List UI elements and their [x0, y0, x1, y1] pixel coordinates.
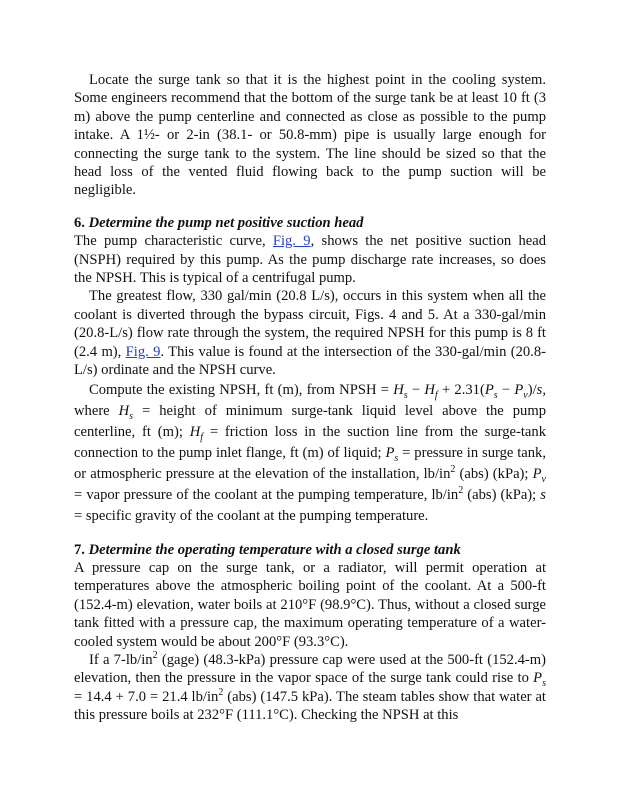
sub-f: f: [200, 431, 204, 443]
text-run: −: [497, 381, 515, 398]
text-run: (abs) (kPa);: [463, 486, 541, 503]
var-s: s: [540, 486, 546, 503]
text-run: = specific gravity of the coolant at the pumping temperature.: [74, 507, 429, 524]
sub-s: s: [542, 678, 546, 690]
section-6-number: 6.: [74, 214, 85, 231]
var-s: s: [536, 381, 543, 398]
document-page: [74, 71, 546, 725]
paragraph-pressure-cap-calc: [74, 651, 546, 725]
text-run: = vapor pressure of the coolant at the pumping temperature, lb/in: [74, 486, 459, 503]
text-run: (gage) (48.3-kPa) pressure cap were used at the 500-ft (152.4-m) elevation, then the pressure in the vapor space of the surge tank could rise to: [74, 651, 546, 687]
superscript-2: 2: [218, 686, 224, 698]
sub-s: s: [493, 389, 498, 401]
var-P: P: [514, 381, 524, 398]
sub-s: s: [129, 410, 134, 422]
superscript-2: 2: [450, 463, 456, 475]
sub-f: f: [434, 389, 438, 401]
text-run: −: [407, 381, 425, 398]
text-run: (abs) (kPa);: [455, 465, 533, 482]
section-7-title: Determine the operating temperature with a closed surge tank: [88, 541, 461, 558]
text-run: + 2.31(: [437, 381, 485, 398]
var-P: P: [533, 670, 543, 687]
section-7-number: 7.: [74, 541, 85, 558]
var-H: H: [118, 402, 130, 419]
text-run: , where: [74, 381, 546, 419]
text-run: = pressure in surge tank, or atmospheric pressure at the elevation of the installation, lb/in: [74, 444, 547, 482]
fig-9-link[interactable]: Fig. 9: [125, 343, 161, 360]
sub-v: v: [523, 389, 528, 401]
text-run: The greatest flow, 330 gal/min (20.8 L/s), occurs in this system when all the coolant is diverted through the bypass circuit, Figs. 4 and 5. At a 330-gal/min (20.8-L/s) flow rate through the system, the required NPSH for this pump is 8 ft (2.4 m),: [74, 288, 546, 360]
paragraph-surge-tank-location: Locate the surge tank so that it is the highest point in the cooling system. Some engineers recommend that the bottom of the surge tank be at least 10 ft (3 m) above the pump centerline and connected as close as possible to the pump intake. A 1½- or 2-in (38.1- or 50.8-mm) pipe is usually large enough for connecting the surge tank to the system. The line should be sized so that the head loss of the vented fluid flowing back to the pump suction will be negligible.: [74, 72, 546, 199]
var-P: P: [532, 465, 542, 482]
text-run: = height of minimum surge-tank liquid level above the pump centerline, ft (m);: [74, 402, 546, 440]
paragraph-npsh-formula: [74, 380, 546, 527]
var-H: H: [424, 381, 435, 398]
superscript-2: 2: [152, 650, 158, 662]
sub-s: s: [403, 389, 408, 401]
var-H: H: [393, 381, 404, 398]
section-6-title: Determine the pump net positive suction head: [88, 214, 364, 231]
text-run: )/: [527, 381, 537, 398]
text-run: . This value is found at the intersection of the 330-gal/min (20.8-L/s) ordinate and the NPSH curve.: [74, 343, 546, 379]
text-run: = friction loss in the suction line from the surge-tank connection to the pump inlet flange, ft (m) of liquid;: [74, 423, 546, 461]
var-H: H: [189, 423, 201, 440]
var-P: P: [484, 381, 494, 398]
text-run: If a 7-lb/in: [89, 651, 153, 668]
paragraph-pressure-cap: A pressure cap on the surge tank, or a radiator, will permit operation at temperatures above the atmospheric boiling point of the coolant. At a 500-ft (152.4-m) elevation, water boils at 210°F (98.9°C). Thus, without a closed surge tank fitted with a pressure cap, the maximum operating temperature of a water-cooled system would be about 200°F (93.3°C).: [74, 559, 546, 650]
var-P: P: [385, 444, 395, 461]
text-run: Compute the existing NPSH, ft (m), from NPSH =: [89, 381, 394, 398]
sub-v: v: [541, 473, 546, 485]
text-run: (abs) (147.5 kPa). The steam tables show that water at this pressure boils at 232°F (111.1°C). Checking the NPSH at this: [74, 688, 546, 724]
paragraph-pump-curve: [74, 232, 546, 287]
sub-s: s: [394, 452, 399, 464]
section-7-heading: [74, 541, 546, 559]
fig-9-link[interactable]: Fig. 9: [272, 233, 311, 250]
text-run: The pump characteristic curve,: [74, 233, 266, 250]
text-run: = 14.4 + 7.0 = 21.4 lb/in: [74, 688, 219, 705]
superscript-2: 2: [458, 484, 464, 496]
paragraph-greatest-flow: [74, 287, 546, 379]
text-run: , shows the net positive suction head (NSPH) required by this pump. As the pump discharge rate increases, so does the NPSH. This is typical of a centrifugal pump.: [74, 233, 546, 287]
section-6-heading: [74, 214, 546, 232]
